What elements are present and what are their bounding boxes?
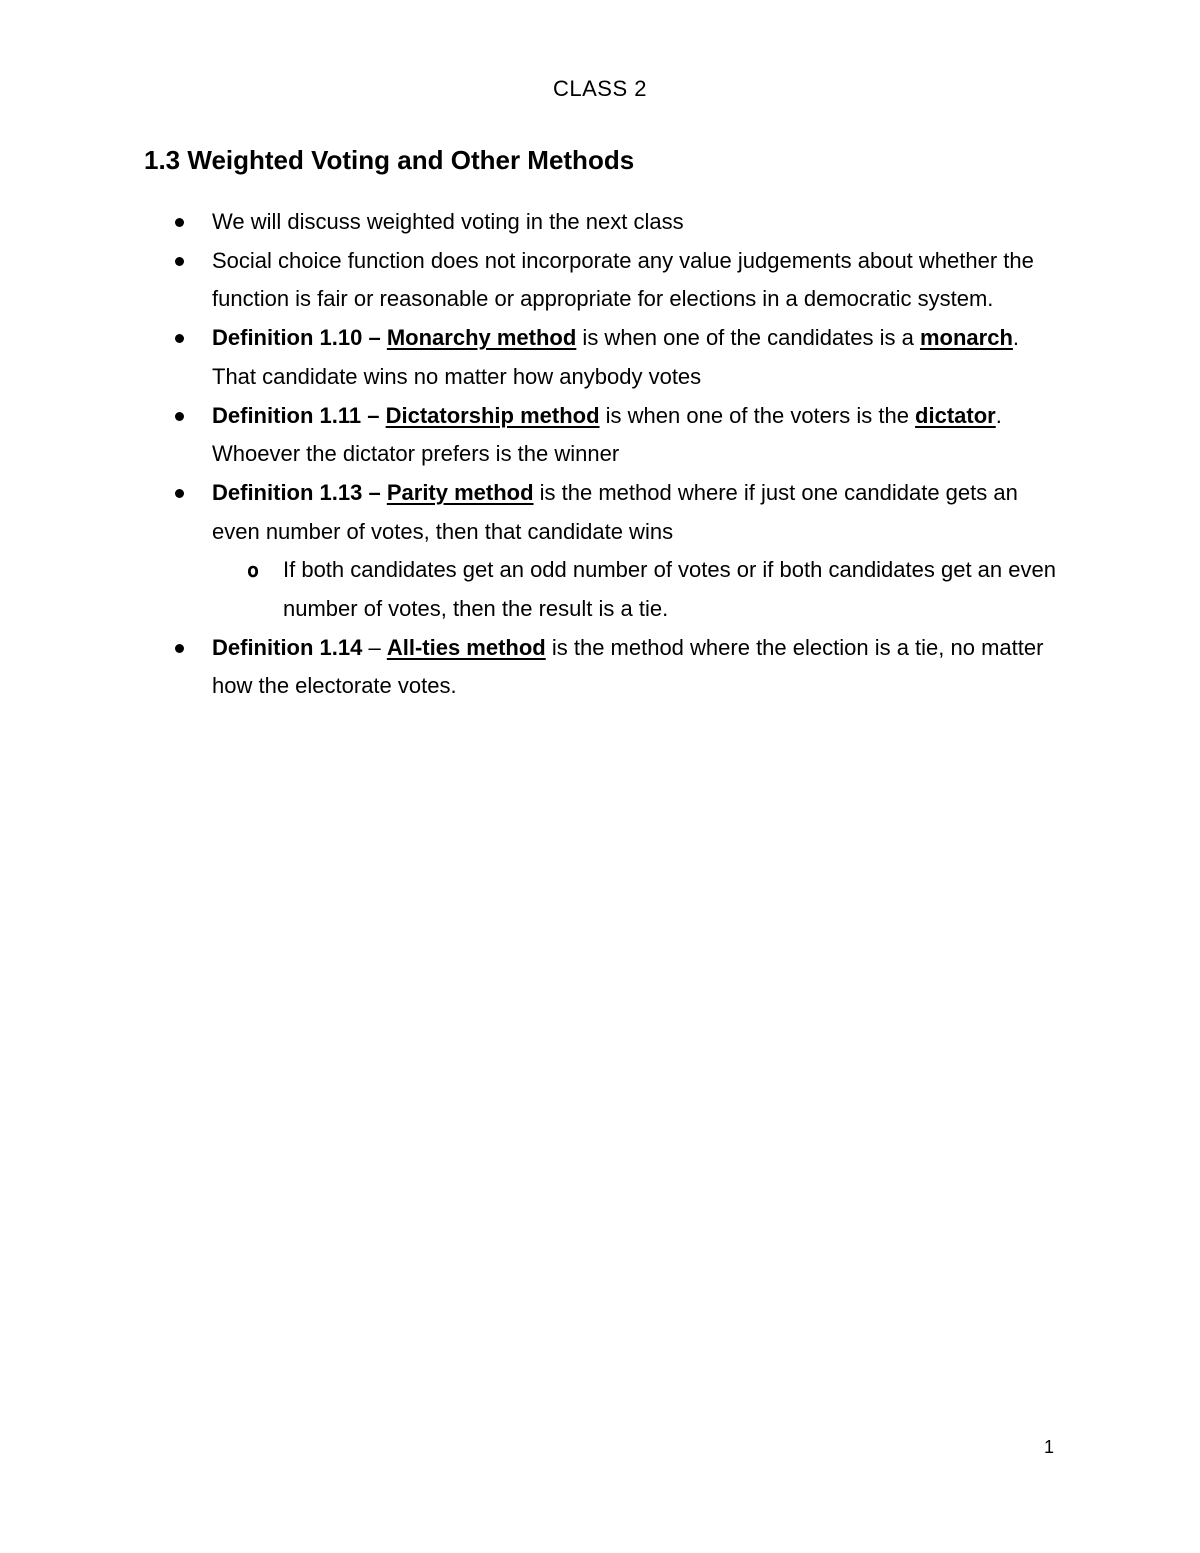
sub-list-item (247, 551, 1062, 628)
list-item (212, 397, 1062, 474)
list-item (212, 242, 1062, 319)
bullet-icon (175, 644, 184, 653)
definition-label: Definition 1.11 – (212, 402, 380, 428)
defined-term: Monarchy method (386, 325, 577, 351)
list-item (212, 319, 1062, 396)
definition-label: Definition 1.13 – (212, 479, 381, 505)
bullet-icon (175, 257, 184, 266)
definition-text: is when one of the voters is the (599, 402, 916, 428)
list-item (212, 203, 1062, 242)
definition-text: . Whoever the dictator prefers is the winner (212, 402, 1002, 467)
defined-term: All-ties method (386, 634, 546, 660)
page-number: 1 (1044, 1437, 1055, 1457)
page-header: CLASS 2 (553, 76, 647, 101)
definition-text: is the method where if just one candidate gets an even number of votes, then that candidate wins (212, 479, 1018, 544)
bullet-icon (175, 334, 184, 343)
definition-label: Definition 1.14 (212, 634, 363, 660)
list-item (212, 474, 1062, 629)
sub-bullet-text: If both candidates get an odd number of votes or if both candidates get an even number of votes, then the result is a tie. (283, 557, 1056, 622)
section-title: 1.3 Weighted Voting and Other Methods (144, 145, 635, 175)
list-item (212, 629, 1062, 706)
defined-term: dictator (915, 402, 996, 428)
bullet-icon (175, 218, 184, 227)
defined-term: Parity method (386, 479, 534, 505)
bullet-icon (175, 489, 184, 498)
bullet-text: Social choice function does not incorporate any value judgements about whether the function is fair or reasonable or appropriate for elections in a democratic system. (212, 247, 1034, 312)
definition-text: . That candidate wins no matter how anybody votes (212, 325, 1020, 389)
definition-label: Definition 1.10 – (212, 325, 381, 351)
hollow-bullet-icon: o (247, 558, 260, 583)
bullet-icon (175, 412, 184, 421)
definition-dash: – (362, 634, 387, 660)
definition-text: is when one of the candidates is a (576, 325, 920, 351)
bullet-text: We will discuss weighted voting in the next class (212, 209, 684, 234)
sub-list (212, 551, 1062, 628)
defined-term: Dictatorship method (385, 402, 600, 428)
defined-term: monarch (919, 325, 1013, 351)
definition-text: is the method where the election is a tie, no matter how the electorate votes. (212, 634, 1044, 699)
bullet-list (212, 203, 1062, 706)
